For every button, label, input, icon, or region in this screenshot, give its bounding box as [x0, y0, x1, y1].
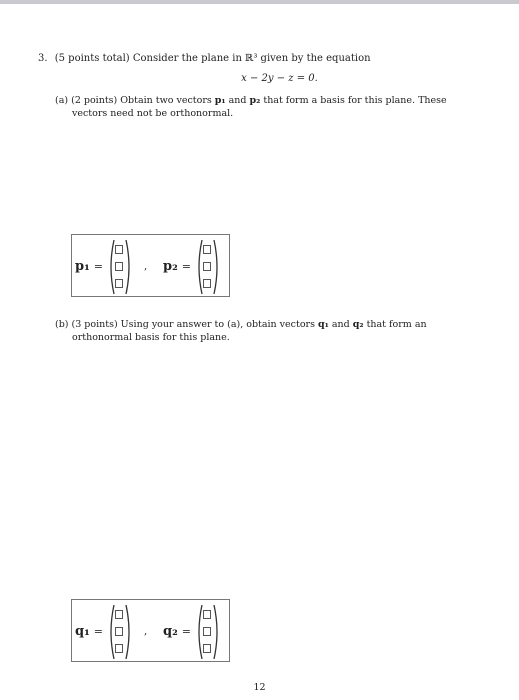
- part-b-label: (b): [55, 319, 69, 330]
- part-a-vec-2: p₂: [249, 95, 261, 106]
- vector-q1: [75, 600, 133, 663]
- q1-equals: =: [93, 625, 104, 638]
- q2-column-vector: [195, 604, 221, 660]
- vector-separator: ,: [144, 626, 148, 637]
- p1-entry-1-input[interactable]: [115, 245, 123, 254]
- p1-entry-2-input[interactable]: [115, 262, 123, 271]
- part-b-and: and: [331, 319, 350, 330]
- part-a-text-2: that form a basis for this plane. These vectors need not be orthonormal.: [72, 95, 447, 119]
- p1-entry-3-input[interactable]: [115, 279, 123, 288]
- top-bar: [0, 0, 519, 4]
- vector-q2: [163, 600, 221, 663]
- q1-entry-1-input[interactable]: [115, 610, 123, 619]
- problem-intro: (5 points total) Consider the plane in ℝ³ given by the equation: [54, 53, 371, 64]
- p1-label: p₁: [75, 259, 90, 274]
- part-b-vec-1: q₁: [317, 319, 329, 330]
- q2-entry-1-input[interactable]: [203, 610, 211, 619]
- problem-statement: [38, 52, 371, 65]
- part-b-text-2: that form an orthonormal basis for this plane.: [72, 319, 427, 343]
- q1-column-vector: [107, 604, 133, 660]
- part-a-text: [55, 95, 480, 120]
- part-a-and: and: [228, 95, 247, 106]
- vector-separator: ,: [144, 261, 148, 272]
- part-a-text-1: (2 points) Obtain two vectors: [71, 95, 212, 106]
- part-a: [55, 95, 480, 120]
- p2-column-vector: [195, 239, 221, 295]
- q1-label: q₁: [75, 624, 90, 639]
- part-b-text-1: (3 points) Using your answer to (a), obtain vectors: [71, 319, 315, 330]
- p2-entry-3-input[interactable]: [203, 279, 211, 288]
- p2-label: p₂: [163, 259, 178, 274]
- answer-box-p: [71, 234, 230, 297]
- q1-entry-3-input[interactable]: [115, 644, 123, 653]
- q2-entry-3-input[interactable]: [203, 644, 211, 653]
- answer-box-q: [71, 599, 230, 662]
- p2-equals: =: [181, 260, 192, 273]
- part-b-text: [55, 319, 480, 344]
- part-a-label: (a): [55, 95, 69, 106]
- part-b-vec-2: q₂: [352, 319, 364, 330]
- vector-p1: [75, 235, 133, 298]
- p1-equals: =: [93, 260, 104, 273]
- p1-column-vector: [107, 239, 133, 295]
- plane-equation: x − 2y − z = 0.: [241, 73, 318, 84]
- p2-entry-2-input[interactable]: [203, 262, 211, 271]
- p2-entry-1-input[interactable]: [203, 245, 211, 254]
- part-a-vec-1: p₁: [214, 95, 226, 106]
- q2-label: q₂: [163, 624, 178, 639]
- q1-entry-2-input[interactable]: [115, 627, 123, 636]
- q2-equals: =: [181, 625, 192, 638]
- page-number: 12: [253, 682, 266, 693]
- vector-p2: [163, 235, 221, 298]
- q2-entry-2-input[interactable]: [203, 627, 211, 636]
- part-b: [55, 319, 480, 344]
- problem-number: 3.: [38, 53, 48, 64]
